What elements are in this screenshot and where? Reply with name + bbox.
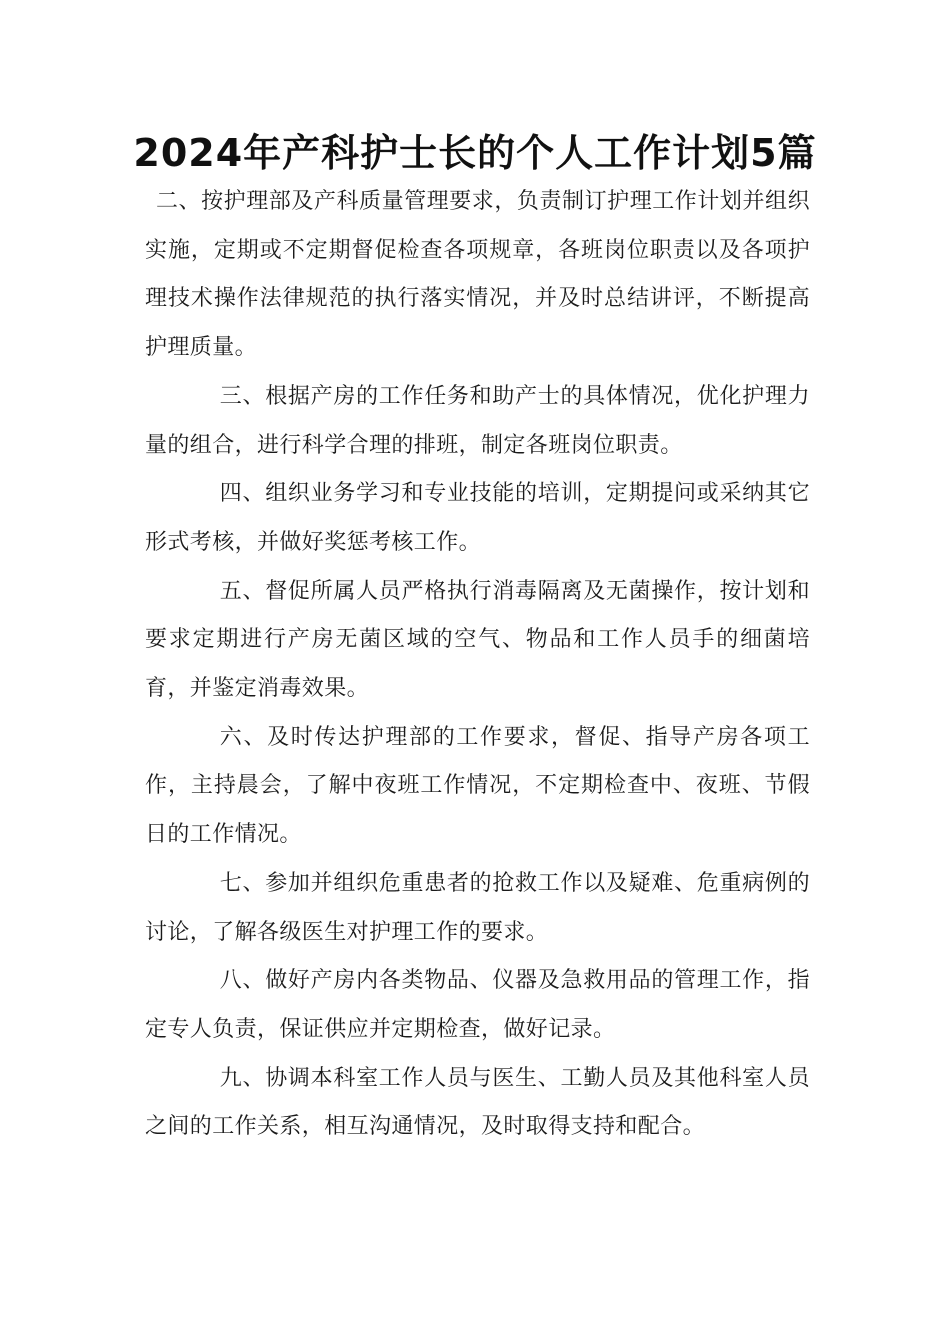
- paragraph-2: 二、按护理部及产科质量管理要求，负责制订护理工作计划并组织实施，定期或不定期督促检查各项规章，各班岗位职责以及各项护理技术操作法律规范的执行落实情况，并及时总结讲评，不断提高护理质量。: [145, 189, 810, 361]
- paragraph-5: 五、督促所属人员严格执行消毒隔离及无菌操作，按计划和要求定期进行产房无菌区域的空气、物品和工作人员手的细菌培育，并鉴定消毒效果。: [145, 578, 810, 702]
- document-body: [145, 178, 810, 1152]
- paragraph-8: 八、做好产房内各类物品、仪器及急救用品的管理工作，指定专人负责，保证供应并定期检查，做好记录。: [145, 968, 810, 1042]
- paragraph-6: 六、及时传达护理部的工作要求，督促、指导产房各项工作，主持晨会，了解中夜班工作情况，不定期检查中、夜班、节假日的工作情况。: [145, 724, 810, 848]
- paragraph-9: 九、协调本科室工作人员与医生、工勤人员及其他科室人员之间的工作关系，相互沟通情况，及时取得支持和配合。: [145, 1065, 810, 1140]
- paragraph-7: 七、参加并组织危重患者的抢救工作以及疑难、危重病例的讨论，了解各级医生对护理工作的要求。: [145, 870, 810, 945]
- document-title: 2024年产科护士长的个人工作计划5篇: [133, 131, 817, 175]
- paragraph-4: 四、组织业务学习和专业技能的培训，定期提问或采纳其它形式考核，并做好奖惩考核工作。: [145, 481, 810, 555]
- paragraph-3: 三、根据产房的工作任务和助产士的具体情况，优化护理力量的组合，进行科学合理的排班，制定各班岗位职责。: [145, 383, 810, 458]
